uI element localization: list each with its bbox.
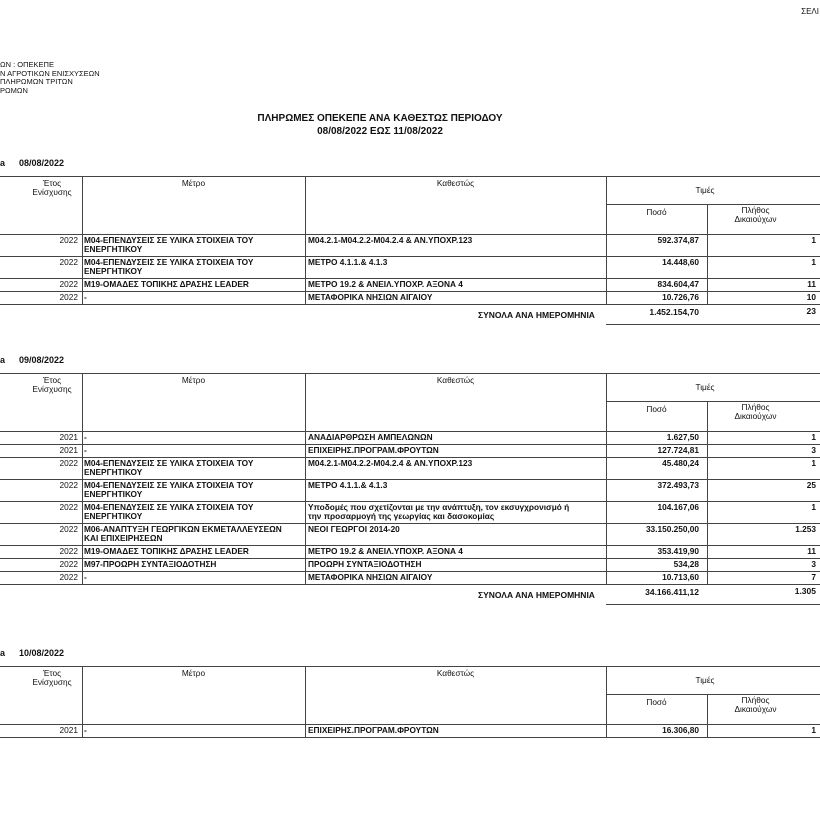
- column-header-beneficiaries: Πλήθος: [741, 402, 770, 412]
- table-rule: [82, 373, 83, 584]
- cell-measure-cont: ΚΑΙ ΕΠΙΧΕΙΡΗΣΕΩΝ: [84, 533, 163, 543]
- table-rule: [82, 176, 83, 304]
- column-header-amount: Ποσό: [646, 697, 667, 707]
- table-rule: [606, 694, 820, 695]
- cell-count: 10: [806, 292, 816, 302]
- column-header-amount: Ποσό: [646, 404, 667, 414]
- table-rule: [707, 401, 708, 584]
- cell-amount: 16.306,80: [662, 725, 699, 735]
- cell-count: 25: [806, 480, 816, 490]
- cell-amount: 592.374,87: [657, 235, 699, 245]
- cell-scheme: ΜΕΤΡΟ 19.2 & ΑΝΕΙΛ.ΥΠΟΧΡ. ΑΞΟΝΑ 4: [308, 279, 463, 289]
- column-header-values: Τιμές: [695, 675, 715, 685]
- totals-label: ΣΥΝΟΛΑ ΑΝΑ ΗΜΕΡΟΜΗΝΙΑ: [478, 590, 595, 600]
- cell-measure: -: [84, 572, 87, 582]
- table-rule: [305, 373, 306, 584]
- cell-amount: 104.167,06: [657, 502, 699, 512]
- column-header-amount: Ποσό: [646, 207, 667, 217]
- page-label: ΣΕΛΙ: [801, 7, 819, 16]
- cell-measure-cont: ΕΝΕΡΓΗΤΙΚΟΥ: [84, 489, 143, 499]
- cell-measure-cont: ΕΝΕΡΓΗΤΙΚΟΥ: [84, 266, 143, 276]
- table-rule: [707, 694, 708, 737]
- table-rule: [0, 737, 820, 738]
- cell-year: 2022: [59, 559, 78, 569]
- report-period: 08/08/2022 ΕΩΣ 11/08/2022: [317, 126, 443, 137]
- table-rule: [606, 204, 820, 205]
- cell-year: 2022: [59, 458, 78, 468]
- cell-scheme: ΕΠΙΧΕΙΡΗΣ.ΠΡΟΓΡΑΜ.ΦΡΟΥΤΩΝ: [308, 445, 439, 455]
- table-rule: [305, 666, 306, 737]
- cell-count: 1: [811, 235, 816, 245]
- column-header-values: Τιμές: [695, 185, 715, 195]
- section-date: 09/08/2022: [19, 355, 65, 365]
- column-header-year: Έτος: [42, 178, 62, 188]
- cell-scheme: ΜΕΤΡΟ 19.2 & ΑΝΕΙΛ.ΥΠΟΧΡ. ΑΞΟΝΑ 4: [308, 546, 463, 556]
- cell-amount: 10.726,76: [662, 292, 699, 302]
- cell-measure: -: [84, 432, 87, 442]
- cell-scheme: ΑΝΑΔΙΑΡΘΡΩΣΗ ΑΜΠΕΛΩΝΩΝ: [308, 432, 433, 442]
- cell-amount: 534,28: [673, 559, 699, 569]
- table-rule: [305, 176, 306, 304]
- table-rule: [606, 401, 820, 402]
- column-header-year: Ενίσχυσης: [32, 187, 72, 197]
- date-header: [0, 158, 64, 168]
- cell-scheme: ΜΕΤΡΟ 4.1.1.& 4.1.3: [308, 480, 388, 490]
- table-rule: [606, 373, 607, 584]
- column-header-values: Τιμές: [695, 382, 715, 392]
- cell-scheme: ΝΕΟΙ ΓΕΩΡΓΟΙ 2014-20: [308, 524, 400, 534]
- cell-count: 11: [807, 546, 816, 556]
- table-rule: [707, 204, 708, 304]
- cell-measure: Μ04-ΕΠΕΝΔΥΣΕΙΣ ΣΕ ΥΛΙΚΑ ΣΤΟΙΧΕΙΑ ΤΟΥ: [84, 502, 254, 512]
- cell-year: 2021: [59, 725, 78, 735]
- cell-scheme: ΠΡΟΩΡΗ ΣΥΝΤΑΞΙΟΔΟΤΗΣΗ: [308, 559, 422, 569]
- table-rule: [0, 666, 820, 667]
- column-header-scheme: Καθεστώς: [436, 178, 475, 188]
- date-marker: а: [0, 158, 6, 168]
- column-header-measure: Μέτρο: [181, 178, 206, 188]
- table-rule: [606, 666, 607, 737]
- cell-count: 7: [811, 572, 816, 582]
- report-title: ΠΛΗΡΩΜΕΣ ΟΠΕΚΕΠΕ ΑΝΑ ΚΑΘΕΣΤΩΣ ΠΕΡΙΟΔΟΥ: [257, 113, 503, 124]
- cell-amount: 14.448,60: [662, 257, 699, 267]
- table-rule: [0, 304, 820, 305]
- cell-measure: Μ06-ΑΝΑΠΤΥΞΗ ΓΕΩΡΓΙΚΩΝ ΕΚΜΕΤΑΛΛΕΥΣΕΩΝ: [84, 524, 282, 534]
- date-marker: а: [0, 648, 6, 658]
- column-header-year: Ενίσχυσης: [32, 384, 72, 394]
- section-date: 10/08/2022: [19, 648, 65, 658]
- cell-amount: 45.480,24: [662, 458, 699, 468]
- cell-count: 1: [811, 432, 816, 442]
- cell-count: 3: [811, 445, 816, 455]
- table-rule: [0, 176, 820, 177]
- date-header: [0, 648, 64, 658]
- column-header-measure: Μέτρο: [181, 668, 206, 678]
- cell-measure: Μ19-ΟΜΑΔΕΣ ΤΟΠΙΚΗΣ ΔΡΑΣΗΣ LEADER: [84, 279, 249, 289]
- totals-amount: 1.452.154,70: [649, 307, 699, 317]
- cell-measure: Μ04-ΕΠΕΝΔΥΣΕΙΣ ΣΕ ΥΛΙΚΑ ΣΤΟΙΧΕΙΑ ΤΟΥ: [84, 257, 254, 267]
- org-line: ΩΝ : ΟΠΕΚΕΠΕ: [0, 60, 54, 69]
- column-header-year: Ενίσχυσης: [32, 677, 72, 687]
- cell-measure: -: [84, 445, 87, 455]
- cell-measure: Μ04-ΕΠΕΝΔΥΣΕΙΣ ΣΕ ΥΛΙΚΑ ΣΤΟΙΧΕΙΑ ΤΟΥ: [84, 480, 254, 490]
- table-rule: [0, 584, 820, 585]
- cell-year: 2022: [59, 235, 78, 245]
- org-line: Ν ΑΓΡΟΤΙΚΩΝ ΕΝΙΣΧΥΣΕΩΝ: [0, 68, 100, 78]
- table-rule: [606, 324, 820, 325]
- cell-year: 2022: [59, 292, 78, 302]
- cell-measure: -: [84, 725, 87, 735]
- totals-count: 23: [806, 306, 816, 316]
- totals-amount: 34.166.411,12: [645, 587, 699, 597]
- cell-scheme: ΜΕΤΡΟ 4.1.1.& 4.1.3: [308, 257, 388, 267]
- cell-scheme-cont: την προσαρμογή της γεωργίας και δασοκομίας: [308, 511, 495, 521]
- cell-scheme: ΜΕΤΑΦΟΡΙΚΑ ΝΗΣΙΩΝ ΑΙΓΑΙΟΥ: [308, 292, 433, 302]
- cell-scheme: ΜΕΤΑΦΟΡΙΚΑ ΝΗΣΙΩΝ ΑΙΓΑΙΟΥ: [308, 572, 433, 582]
- column-header-scheme: Καθεστώς: [436, 375, 475, 385]
- cell-measure-cont: ΕΝΕΡΓΗΤΙΚΟΥ: [84, 467, 143, 477]
- column-header-beneficiaries: Δικαιούχων: [734, 411, 777, 421]
- totals-label: ΣΥΝΟΛΑ ΑΝΑ ΗΜΕΡΟΜΗΝΙΑ: [478, 310, 595, 320]
- table-rule: [606, 176, 607, 304]
- cell-amount: 10.713,60: [662, 572, 699, 582]
- cell-year: 2022: [59, 257, 78, 267]
- section-date: 08/08/2022: [19, 158, 65, 168]
- cell-scheme: Μ04.2.1-Μ04.2.2-Μ04.2.4 & ΑΝ.ΥΠΟΧΡ.123: [308, 235, 473, 245]
- cell-year: 2021: [59, 445, 78, 455]
- cell-count: 1: [811, 725, 816, 735]
- cell-amount: 127.724,81: [657, 445, 699, 455]
- cell-scheme: Μ04.2.1-Μ04.2.2-Μ04.2.4 & ΑΝ.ΥΠΟΧΡ.123: [308, 458, 473, 468]
- cell-count: 1: [811, 502, 816, 512]
- cell-measure: Μ97-ΠΡΟΩΡΗ ΣΥΝΤΑΞΙΟΔΟΤΗΣΗ: [84, 559, 217, 569]
- column-header-year: Έτος: [42, 375, 62, 385]
- org-line: ΠΛΗΡΩΜΩΝ ΤΡΙΤΩΝ: [0, 77, 73, 86]
- cell-amount: 33.150.250,00: [645, 524, 699, 534]
- cell-year: 2022: [59, 572, 78, 582]
- cell-measure-cont: ΕΝΕΡΓΗΤΙΚΟΥ: [84, 511, 143, 521]
- cell-amount: 353.419,90: [657, 546, 699, 556]
- cell-count: 1: [811, 458, 816, 468]
- date-header: [0, 355, 64, 365]
- cell-count: 1: [811, 257, 816, 267]
- cell-amount: 372.493,73: [657, 480, 699, 490]
- cell-measure: Μ04-ΕΠΕΝΔΥΣΕΙΣ ΣΕ ΥΛΙΚΑ ΣΤΟΙΧΕΙΑ ΤΟΥ: [84, 235, 254, 245]
- cell-count: 3: [811, 559, 816, 569]
- cell-year: 2022: [59, 502, 78, 512]
- column-header-beneficiaries: Δικαιούχων: [734, 214, 777, 224]
- cell-count: 1.253: [795, 524, 816, 534]
- cell-scheme: ΕΠΙΧΕΙΡΗΣ.ΠΡΟΓΡΑΜ.ΦΡΟΥΤΩΝ: [308, 725, 439, 735]
- column-header-measure: Μέτρο: [181, 375, 206, 385]
- cell-year: 2022: [59, 524, 78, 534]
- cell-year: 2021: [59, 432, 78, 442]
- table-rule: [82, 666, 83, 737]
- column-header-beneficiaries: Πλήθος: [741, 695, 770, 705]
- cell-measure: Μ04-ΕΠΕΝΔΥΣΕΙΣ ΣΕ ΥΛΙΚΑ ΣΤΟΙΧΕΙΑ ΤΟΥ: [84, 458, 254, 468]
- org-line: ΡΩΜΩΝ: [0, 85, 28, 95]
- column-header-beneficiaries: Δικαιούχων: [734, 704, 777, 714]
- column-header-beneficiaries: Πλήθος: [741, 205, 770, 215]
- cell-measure: -: [84, 292, 87, 302]
- cell-amount: 834.604,47: [657, 279, 699, 289]
- cell-year: 2022: [59, 480, 78, 490]
- table-rule: [0, 373, 820, 374]
- column-header-year: Έτος: [42, 668, 62, 678]
- column-header-scheme: Καθεστώς: [436, 668, 475, 678]
- cell-year: 2022: [59, 546, 78, 556]
- cell-measure-cont: ΕΝΕΡΓΗΤΙΚΟΥ: [84, 244, 143, 254]
- totals-count: 1.305: [794, 586, 816, 596]
- cell-scheme: Υποδομές που σχετίζονται με την ανάπτυξη, τον εκσυγχρονισμό ή: [308, 502, 570, 512]
- cell-count: 11: [807, 279, 816, 289]
- table-rule: [606, 604, 820, 605]
- cell-year: 2022: [59, 279, 78, 289]
- date-marker: а: [0, 355, 6, 365]
- cell-measure: Μ19-ΟΜΑΔΕΣ ΤΟΠΙΚΗΣ ΔΡΑΣΗΣ LEADER: [84, 546, 249, 556]
- cell-amount: 1.627,50: [666, 432, 699, 442]
